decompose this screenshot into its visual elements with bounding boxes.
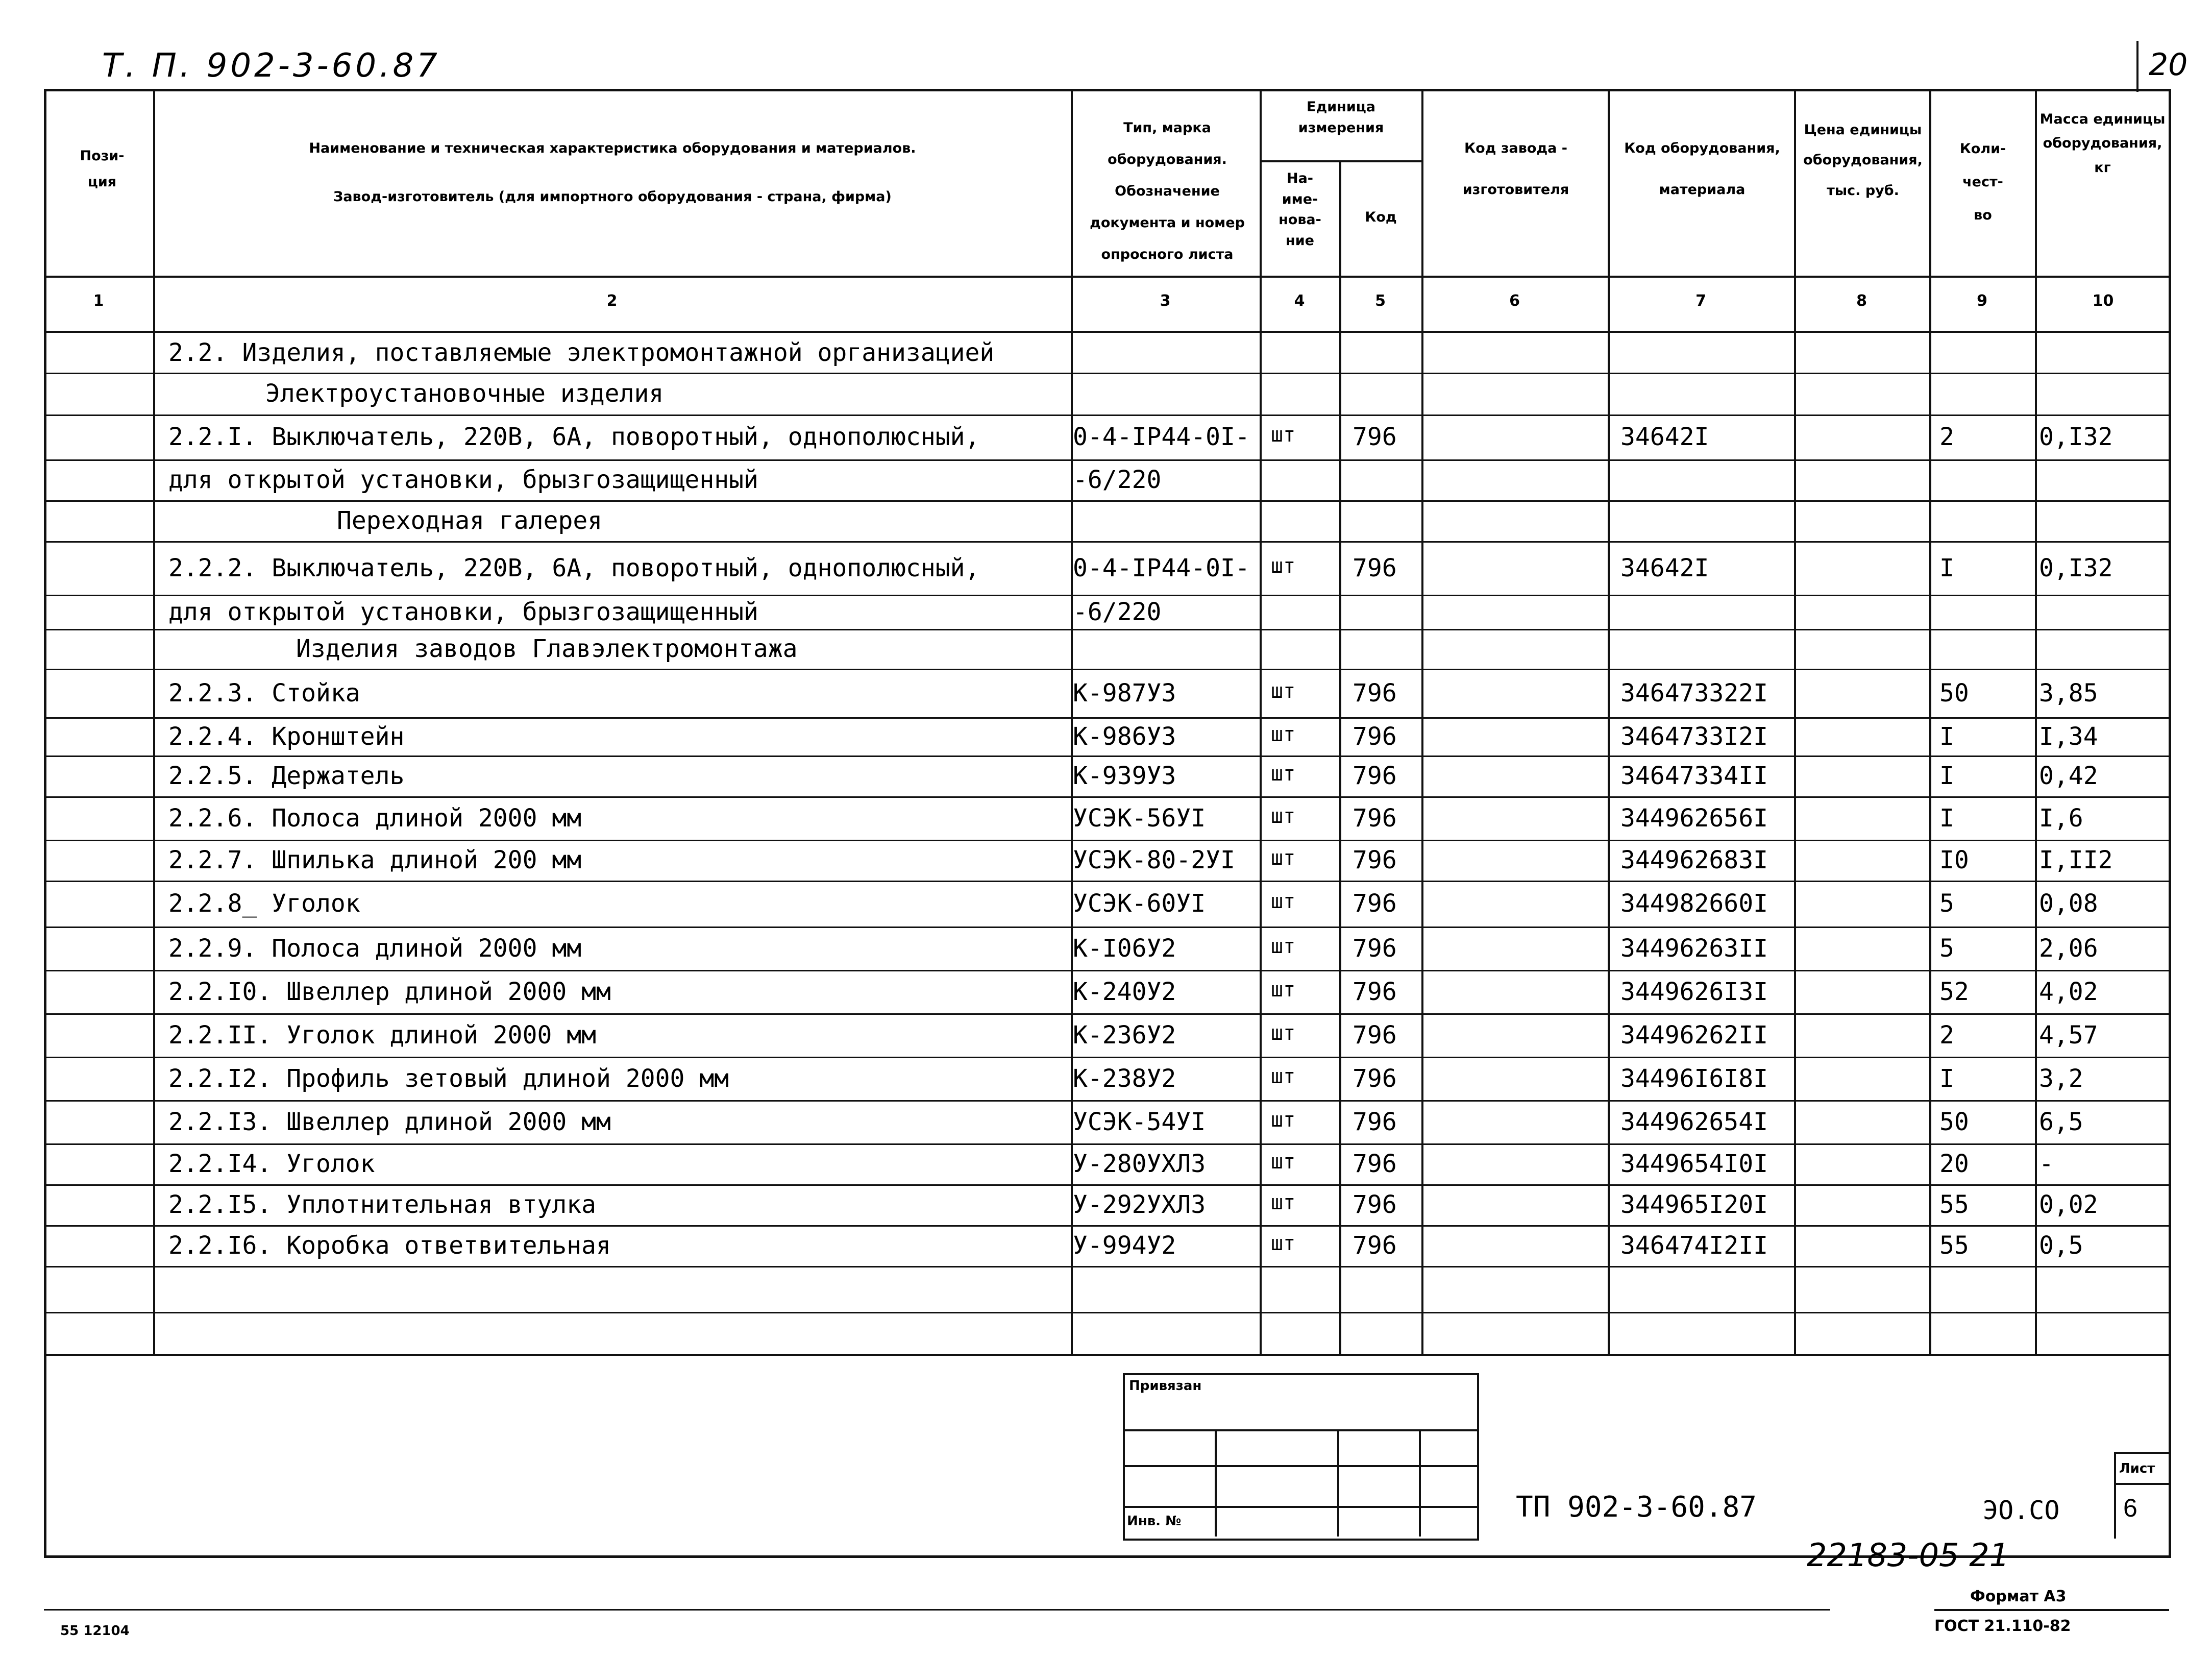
item-name: 2.2.I2. Профиль зетовый длиной 2000 мм bbox=[168, 1064, 729, 1093]
item-unit: шт bbox=[1271, 722, 1296, 746]
item-name: 2.2.I3. Швеллер длиной 2000 мм bbox=[168, 1107, 611, 1136]
item-unit: шт bbox=[1271, 804, 1296, 828]
item-unit-code: 796 bbox=[1353, 1190, 1397, 1219]
item-type: К-236У2 bbox=[1073, 1020, 1176, 1050]
item-mass: 2,06 bbox=[2039, 934, 2098, 963]
stamp-privyazan: Привязан bbox=[1129, 1378, 1202, 1394]
item-unit-code: 796 bbox=[1353, 1231, 1397, 1260]
item-name: 2.2.I0. Швеллер длиной 2000 мм bbox=[168, 977, 611, 1006]
item-unit-code: 796 bbox=[1353, 803, 1397, 833]
item-type: У-292УХЛ3 bbox=[1073, 1190, 1206, 1219]
item-equipment-code: 34496263II bbox=[1620, 934, 1768, 963]
item-mass: 4,57 bbox=[2039, 1020, 2098, 1050]
item-equipment-code: 344965I20I bbox=[1620, 1190, 1768, 1219]
item-name: Электроустановочные изделия bbox=[265, 379, 664, 408]
item-type: УСЭК-80-2УI bbox=[1073, 846, 1235, 874]
item-equipment-code: 344962654I bbox=[1620, 1107, 1768, 1136]
format-label: Формат А3 bbox=[1970, 1588, 2067, 1605]
item-type: К-238У2 bbox=[1073, 1064, 1176, 1093]
item-name: 2.2.8_ Уголок bbox=[168, 889, 360, 918]
item-unit: шт bbox=[1271, 679, 1296, 703]
item-name: 2.2.4. Кронштейн bbox=[168, 722, 405, 751]
item-name: 2.2.3. Стойка bbox=[168, 678, 360, 708]
item-unit: шт bbox=[1271, 934, 1296, 958]
item-unit-code: 796 bbox=[1353, 1064, 1397, 1093]
item-type: УСЭК-60УI bbox=[1073, 889, 1206, 918]
item-name: Переходная галерея bbox=[337, 506, 603, 535]
item-mass: 0,I32 bbox=[2039, 553, 2113, 582]
column-number: 3 bbox=[1160, 292, 1171, 310]
item-equipment-code: 344982660I bbox=[1620, 889, 1768, 918]
item-unit: шт bbox=[1271, 1191, 1296, 1214]
column-number: 5 bbox=[1375, 292, 1386, 310]
item-unit-code: 796 bbox=[1353, 553, 1397, 582]
item-quantity: 50 bbox=[1939, 678, 1969, 708]
item-quantity: I bbox=[1939, 803, 1954, 833]
col-header-price: Цена единицы оборудования, тыс. руб. bbox=[1803, 122, 1923, 199]
item-name: для открытой установки, брызгозащищенный bbox=[168, 466, 758, 494]
item-name: 2.2.5. Держатель bbox=[168, 762, 405, 790]
item-equipment-code: 3449654I0I bbox=[1620, 1150, 1768, 1178]
col-header-unit-name: На- име- нова- ние bbox=[1279, 170, 1321, 249]
item-type: У-280УХЛ3 bbox=[1073, 1150, 1206, 1178]
item-unit: шт bbox=[1271, 890, 1296, 913]
item-type: УСЭК-56УI bbox=[1073, 803, 1206, 833]
stamp-inventory-number: Инв. № bbox=[1127, 1514, 1182, 1529]
item-mass: 0,02 bbox=[2039, 1190, 2098, 1219]
item-equipment-code: 34642I bbox=[1620, 553, 1709, 582]
bottom-left-code: 55 12104 bbox=[60, 1623, 130, 1639]
item-name: для открытой установки, брызгозащищенный bbox=[168, 597, 758, 626]
item-equipment-code: 346474I2II bbox=[1620, 1231, 1768, 1260]
document-code: Т. П. 902-3-60.87 bbox=[102, 47, 440, 85]
stamp-section: ЭО.СО bbox=[1983, 1496, 2060, 1525]
item-mass: I,6 bbox=[2039, 803, 2083, 833]
col-header-quantity: Коли- чест- во bbox=[1959, 141, 2006, 223]
item-equipment-code: 344962683I bbox=[1620, 846, 1768, 874]
item-quantity: 2 bbox=[1939, 423, 1954, 451]
item-equipment-code: 34642I bbox=[1620, 423, 1709, 451]
item-equipment-code: 3449626I3I bbox=[1620, 977, 1768, 1006]
item-unit-code: 796 bbox=[1353, 889, 1397, 918]
item-mass: 6,5 bbox=[2039, 1107, 2083, 1136]
col-header-plant-code: Код завода - изготовителя bbox=[1462, 140, 1569, 198]
item-equipment-code: 3464733I2I bbox=[1620, 722, 1768, 751]
column-number: 6 bbox=[1509, 292, 1520, 310]
item-name: 2.2.II. Уголок длиной 2000 мм bbox=[168, 1020, 597, 1050]
col-header-equipment-code: Код оборудования, материала bbox=[1624, 140, 1780, 198]
item-unit-code: 796 bbox=[1353, 678, 1397, 708]
column-number: 8 bbox=[1856, 292, 1867, 310]
item-mass: 0,42 bbox=[2039, 762, 2098, 790]
item-equipment-code: 34496262II bbox=[1620, 1020, 1768, 1050]
item-quantity: 52 bbox=[1939, 977, 1969, 1006]
item-name: 2.2.I6. Коробка ответвительная bbox=[168, 1231, 611, 1260]
item-mass: I,34 bbox=[2039, 722, 2098, 751]
item-name: 2.2.9. Полоса длиной 2000 мм bbox=[168, 934, 582, 963]
item-type: К-240У2 bbox=[1073, 977, 1176, 1006]
col-header-name-line1: Наименование и техническая характеристика оборудования и материалов. bbox=[309, 140, 916, 156]
item-unit: шт bbox=[1271, 978, 1296, 1002]
item-unit-code: 796 bbox=[1353, 762, 1397, 790]
item-quantity: 55 bbox=[1939, 1190, 1969, 1219]
item-name: 2.2.6. Полоса длиной 2000 мм bbox=[168, 803, 582, 833]
item-equipment-code: 34496I6I8I bbox=[1620, 1064, 1768, 1093]
item-type: К-939У3 bbox=[1073, 762, 1176, 790]
column-number: 7 bbox=[1695, 292, 1706, 310]
item-unit-code: 796 bbox=[1353, 423, 1397, 451]
item-type: 0-4-IP44-0I- bbox=[1073, 423, 1250, 451]
item-mass: 0,I32 bbox=[2039, 423, 2113, 451]
item-unit-code: 796 bbox=[1353, 722, 1397, 751]
item-quantity: 5 bbox=[1939, 889, 1954, 918]
item-quantity: 2 bbox=[1939, 1020, 1954, 1050]
item-unit: шт bbox=[1271, 1064, 1296, 1088]
item-type: У-994У2 bbox=[1073, 1231, 1176, 1260]
item-type: -6/220 bbox=[1073, 597, 1162, 626]
col-header-type: Тип, марка оборудования. Обозначение документа и номер опросного листа bbox=[1090, 120, 1245, 263]
item-unit-code: 796 bbox=[1353, 977, 1397, 1006]
item-unit-code: 796 bbox=[1353, 1107, 1397, 1136]
column-number: 2 bbox=[606, 292, 618, 310]
item-mass: I,II2 bbox=[2039, 846, 2113, 874]
item-unit-code: 796 bbox=[1353, 846, 1397, 874]
item-name: 2.2.I. Выключатель, 220В, 6А, поворотный, однополюсный, bbox=[168, 423, 980, 451]
column-number: 9 bbox=[1977, 292, 1987, 310]
stamp-sheet-number: 6 bbox=[2123, 1494, 2137, 1522]
item-unit: шт bbox=[1271, 846, 1296, 870]
item-mass: 4,02 bbox=[2039, 977, 2098, 1006]
sheet-corner-number: 20 bbox=[2149, 47, 2188, 83]
item-equipment-code: 34647334II bbox=[1620, 762, 1768, 790]
item-name: 2.2. Изделия, поставляемые электромонтажной организацией bbox=[168, 338, 995, 367]
item-name: 2.2.2. Выключатель, 220В, 6А, поворотный, однополюсный, bbox=[168, 553, 980, 582]
item-equipment-code: 346473322I bbox=[1620, 678, 1768, 708]
col-header-position: Пози- ция bbox=[80, 148, 125, 190]
item-unit: шт bbox=[1271, 762, 1296, 786]
col-header-unit: Единица измерения bbox=[1298, 99, 1384, 136]
item-type: К-I06У2 bbox=[1073, 934, 1176, 963]
item-quantity: I bbox=[1939, 553, 1954, 582]
item-type: -6/220 bbox=[1073, 466, 1162, 494]
gost-label: ГОСТ 21.110-82 bbox=[1934, 1617, 2071, 1635]
item-mass: 3,2 bbox=[2039, 1064, 2083, 1093]
item-unit: шт bbox=[1271, 1232, 1296, 1255]
item-unit-code: 796 bbox=[1353, 1020, 1397, 1050]
item-quantity: 55 bbox=[1939, 1231, 1969, 1260]
item-quantity: 50 bbox=[1939, 1107, 1969, 1136]
handwritten-archive-number: 22183-05 21 bbox=[1807, 1537, 2010, 1574]
item-unit-code: 796 bbox=[1353, 934, 1397, 963]
item-mass: 3,85 bbox=[2039, 678, 2098, 708]
item-name: 2.2.I4. Уголок bbox=[168, 1150, 375, 1178]
col-header-mass: Масса единицы оборудования, кг bbox=[2039, 111, 2166, 176]
item-quantity: 5 bbox=[1939, 934, 1954, 963]
item-quantity: I bbox=[1939, 1064, 1954, 1093]
item-name: 2.2.I5. Уплотнительная втулка bbox=[168, 1190, 597, 1219]
item-type: К-987У3 bbox=[1073, 678, 1176, 708]
item-name: Изделия заводов Главэлектромонтажа bbox=[296, 635, 798, 663]
item-unit: шт bbox=[1271, 554, 1296, 578]
col-header-unit-code: Код bbox=[1365, 209, 1397, 225]
item-type: УСЭК-54УI bbox=[1073, 1107, 1206, 1136]
item-mass: - bbox=[2039, 1150, 2054, 1178]
item-type: 0-4-IP44-0I- bbox=[1073, 553, 1250, 582]
stamp-sheet-label: Лист bbox=[2119, 1461, 2155, 1476]
column-number: 10 bbox=[2092, 292, 2114, 310]
item-equipment-code: 344962656I bbox=[1620, 803, 1768, 833]
item-unit: шт bbox=[1271, 423, 1296, 447]
item-mass: 0,5 bbox=[2039, 1231, 2083, 1260]
item-unit-code: 796 bbox=[1353, 1150, 1397, 1178]
column-number: 4 bbox=[1294, 292, 1305, 310]
item-type: К-986У3 bbox=[1073, 722, 1176, 751]
item-unit: шт bbox=[1271, 1108, 1296, 1132]
item-unit: шт bbox=[1271, 1021, 1296, 1045]
item-quantity: I0 bbox=[1939, 846, 1969, 874]
column-number: 1 bbox=[93, 292, 104, 310]
item-name: 2.2.7. Шпилька длиной 200 мм bbox=[168, 846, 582, 874]
stamp-document-code: ТП 902-3-60.87 bbox=[1516, 1491, 1757, 1524]
col-header-name-line2: Завод-изготовитель (для импортного оборудования - страна, фирма) bbox=[333, 189, 892, 205]
item-quantity: I bbox=[1939, 722, 1954, 751]
item-mass: 0,08 bbox=[2039, 889, 2098, 918]
item-quantity: I bbox=[1939, 762, 1954, 790]
item-quantity: 20 bbox=[1939, 1150, 1969, 1178]
item-unit: шт bbox=[1271, 1150, 1296, 1174]
